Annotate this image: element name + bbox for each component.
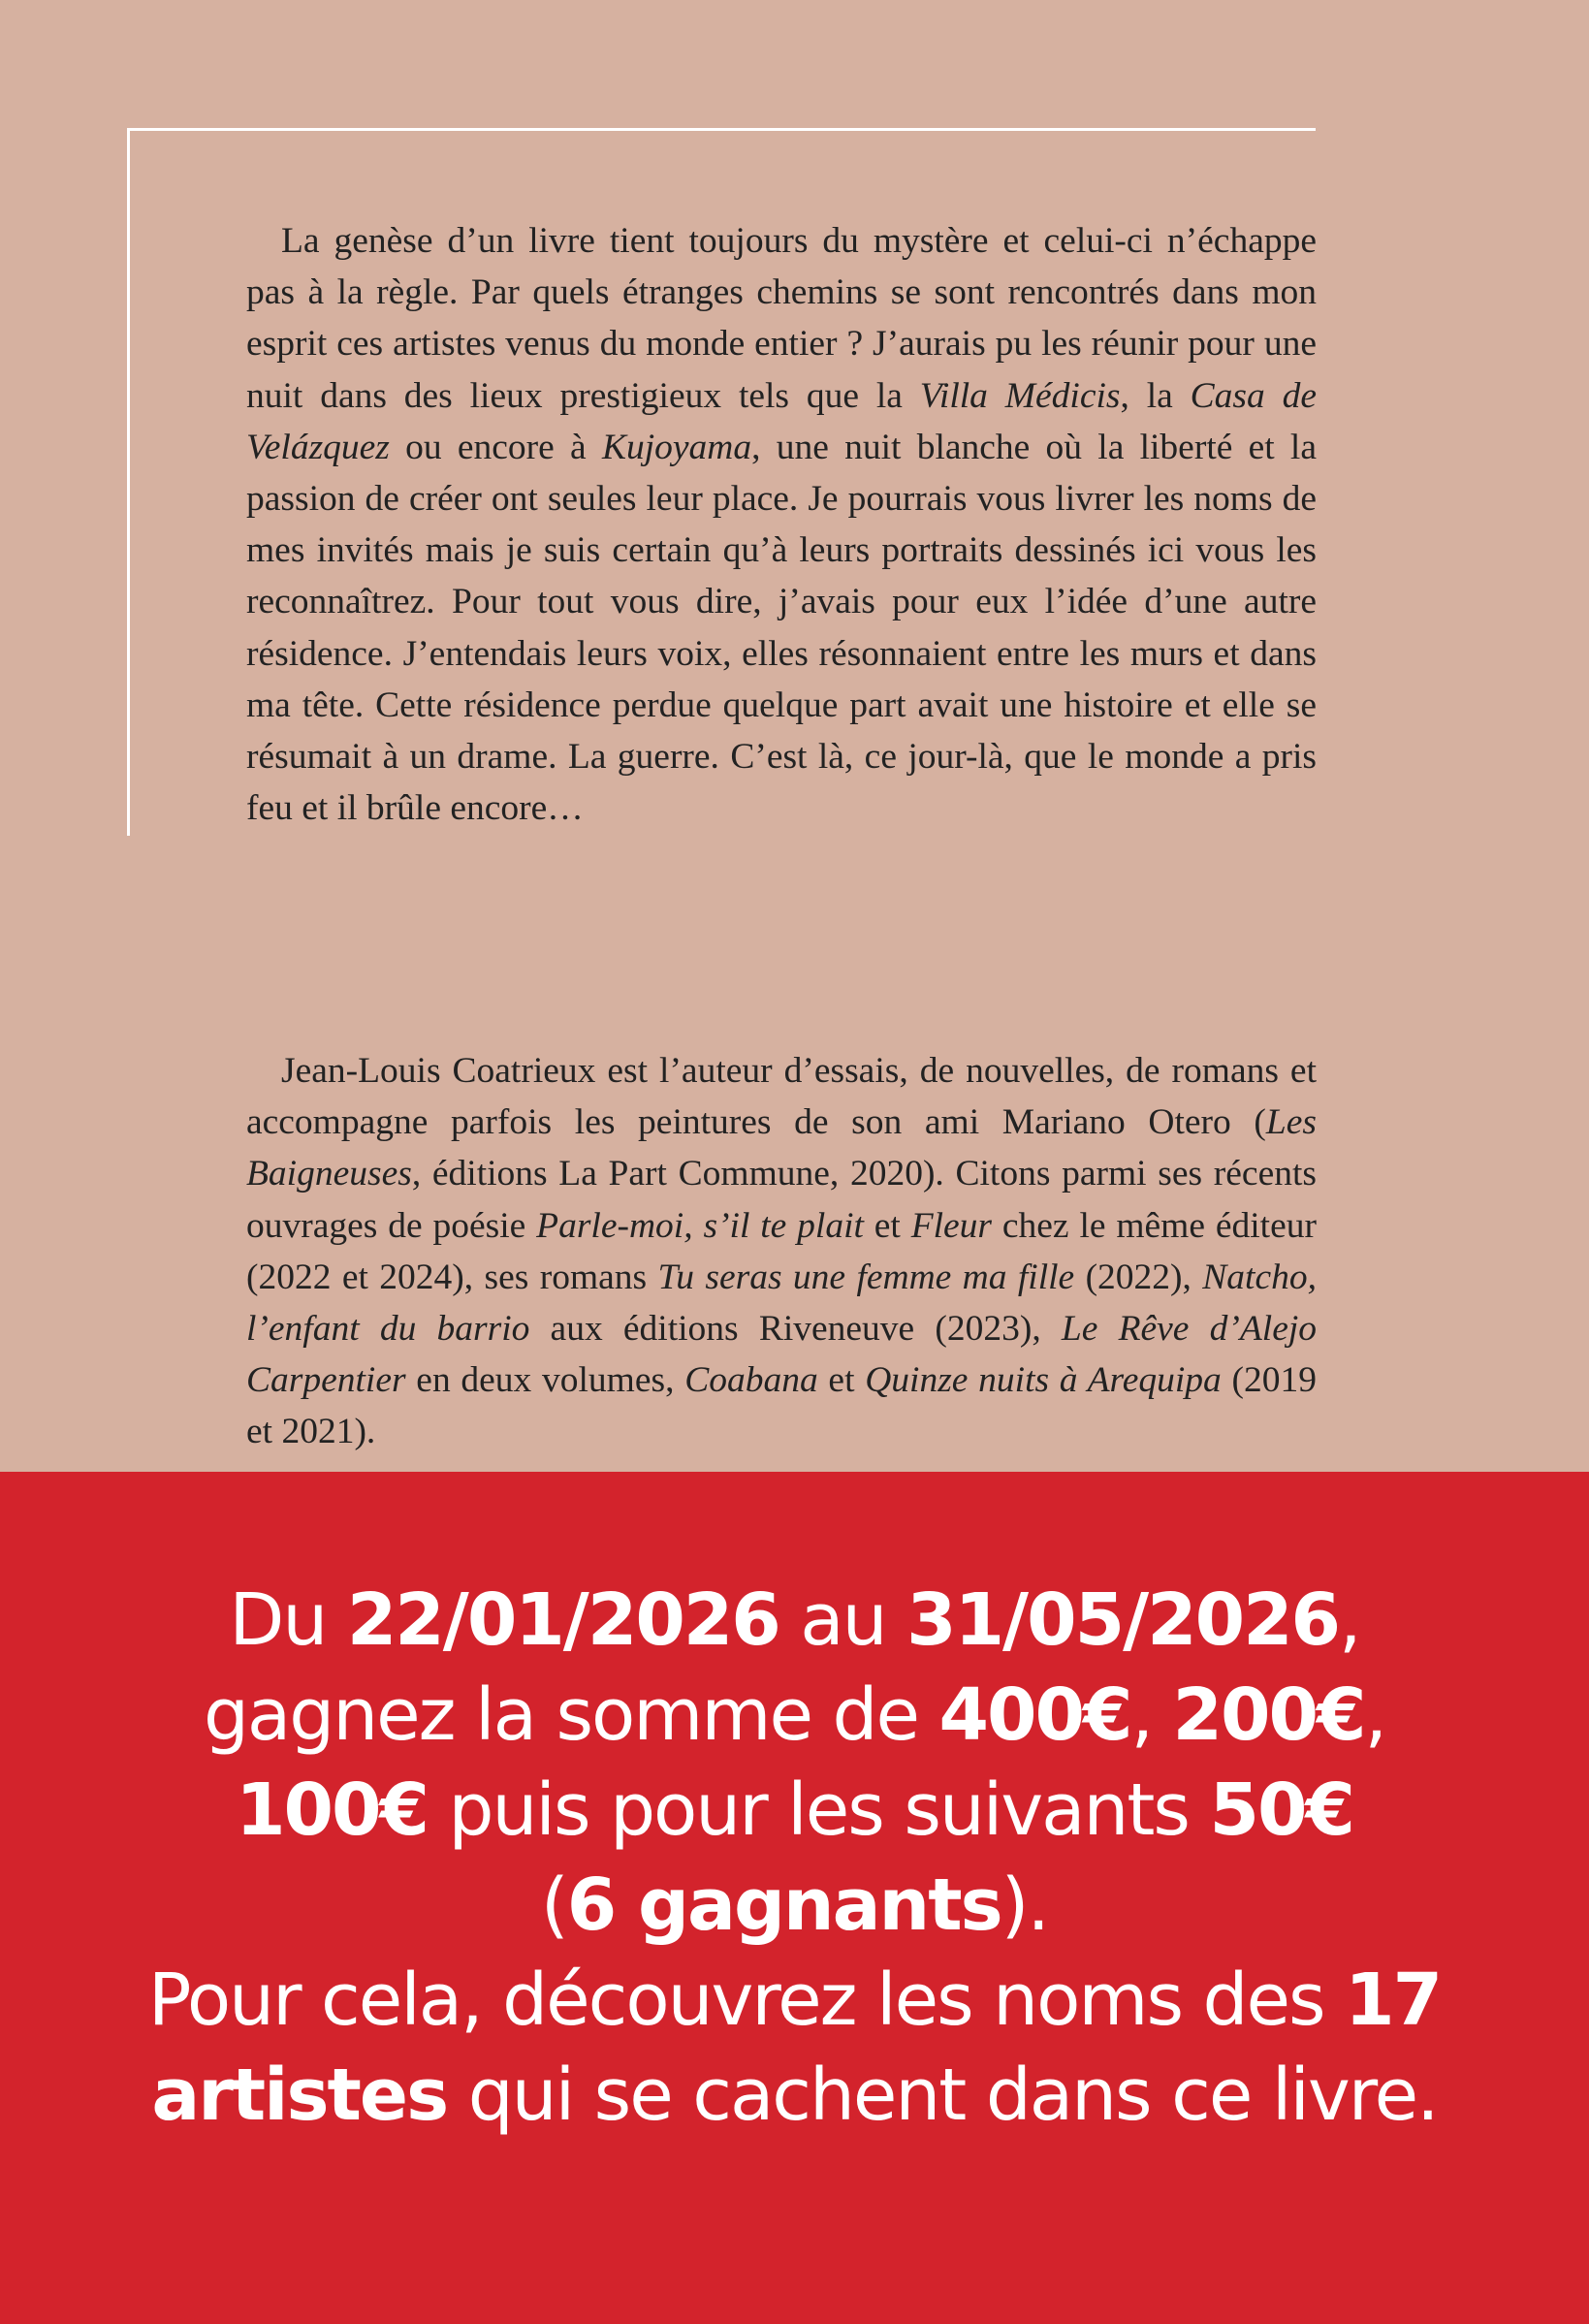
banner-line-dates: Du 22/01/2026 au 31/05/2026, — [229, 1578, 1360, 1662]
bio-text: et — [863, 1205, 911, 1246]
bio-italic-title: Coabana — [684, 1360, 818, 1401]
bio-text: Jean-Louis Coatrieux est l’auteur d’essais, de nouvelles, de romans et accompagne parfois les peintures de son ami Mariano Otero ( — [246, 1051, 1317, 1143]
bio-italic-title: Le Rêve d’Alejo Carpentier — [246, 1309, 1318, 1401]
banner-line-instructions: Pour cela, découvrez les noms des 17 — [147, 1958, 1442, 2042]
artists-word: artistes — [151, 2053, 448, 2137]
winners-count: 6 gagnants — [566, 1863, 1001, 1947]
bio-text: (2019 et 2021). — [246, 1360, 1317, 1452]
author-bio-paragraph — [246, 1045, 1317, 1458]
synopsis-text: ou encore à — [389, 427, 602, 467]
synopsis-paragraph — [246, 215, 1317, 834]
bio-italic-title: Quinze nuits à Arequipa — [865, 1360, 1222, 1401]
start-date: 22/01/2026 — [346, 1578, 779, 1662]
bio-italic-title: Tu seras une femme ma fille — [657, 1257, 1075, 1297]
bio-italic-title: Les Baigneuses — [246, 1102, 1317, 1194]
synopsis-italic-villa: Villa Médicis — [919, 375, 1121, 416]
bio-italic-title: Parle-moi, s’il te plait — [536, 1205, 864, 1246]
bio-text: et — [817, 1360, 866, 1401]
frame-left-line — [127, 128, 130, 836]
prize-others: 50€ — [1209, 1768, 1353, 1852]
bio-text: chez le même éditeur (2022 et 2024), ses romans — [246, 1205, 1317, 1297]
prize-third: 100€ — [236, 1768, 429, 1852]
bio-italic-title: Fleur — [910, 1205, 993, 1246]
banner-line-instructions-end: artistes qui se cachent dans ce livre. — [151, 2053, 1438, 2137]
artists-count: 17 — [1345, 1958, 1442, 2042]
frame-top-line — [127, 128, 1316, 131]
contest-banner — [0, 1472, 1589, 2324]
synopsis-text: , une nuit blanche où la liberté et la passion de créer ont seules leur place. Je pourrais vous livrer les noms de mes invités mais je suis certain qu’à leurs portraits dessinés ici vous les reconnaîtrez. Pour tout vous dire, j’avais pour eux l’idée d’une autre résidence. J’entendais leurs voix, elles résonnaient entre les murs et dans ma tête. Cette résidence perdue quelque part avait une histoire et elle se résumait à un drame. La guerre. C’est là, ce jour-là, que le monde a pris feu et il brûle encore… — [246, 427, 1317, 829]
synopsis-italic-casa: Casa de Velázquez — [246, 375, 1318, 467]
bio-text: aux éditions Riveneuve (2023), — [529, 1309, 1062, 1350]
synopsis-text: La genèse d’un livre tient toujours du mystère et celui-ci n’échappe pas à la règle. Par quels étranges chemins se sont rencontrés dans mon esprit ces artistes venus du monde entier ? J’aurais pu les réunir pour une nuit dans des lieux prestigieux tels que la — [246, 221, 1317, 416]
synopsis-text: , la — [1120, 375, 1191, 416]
contest-banner-text — [19, 1573, 1570, 2143]
bio-text: en deux volumes, — [405, 1360, 685, 1401]
bio-text: (2022), — [1074, 1257, 1203, 1297]
banner-line-prizes-more: 100€ puis pour les suivants 50€ — [236, 1768, 1353, 1852]
end-date: 31/05/2026 — [906, 1578, 1340, 1662]
prize-second: 200€ — [1172, 1673, 1365, 1757]
synopsis-italic-kujoyama: Kujoyama — [601, 427, 752, 467]
bio-text: , éditions La Part Commune, 2020). Citons parmi ses récents ouvrages de poésie — [246, 1154, 1317, 1246]
prize-first: 400€ — [938, 1673, 1131, 1757]
banner-line-prizes: gagnez la somme de 400€, 200€, — [203, 1673, 1386, 1757]
bio-italic-title: Natcho, l’enfant du barrio — [246, 1257, 1317, 1350]
banner-line-winners: (6 gagnants). — [540, 1863, 1049, 1947]
